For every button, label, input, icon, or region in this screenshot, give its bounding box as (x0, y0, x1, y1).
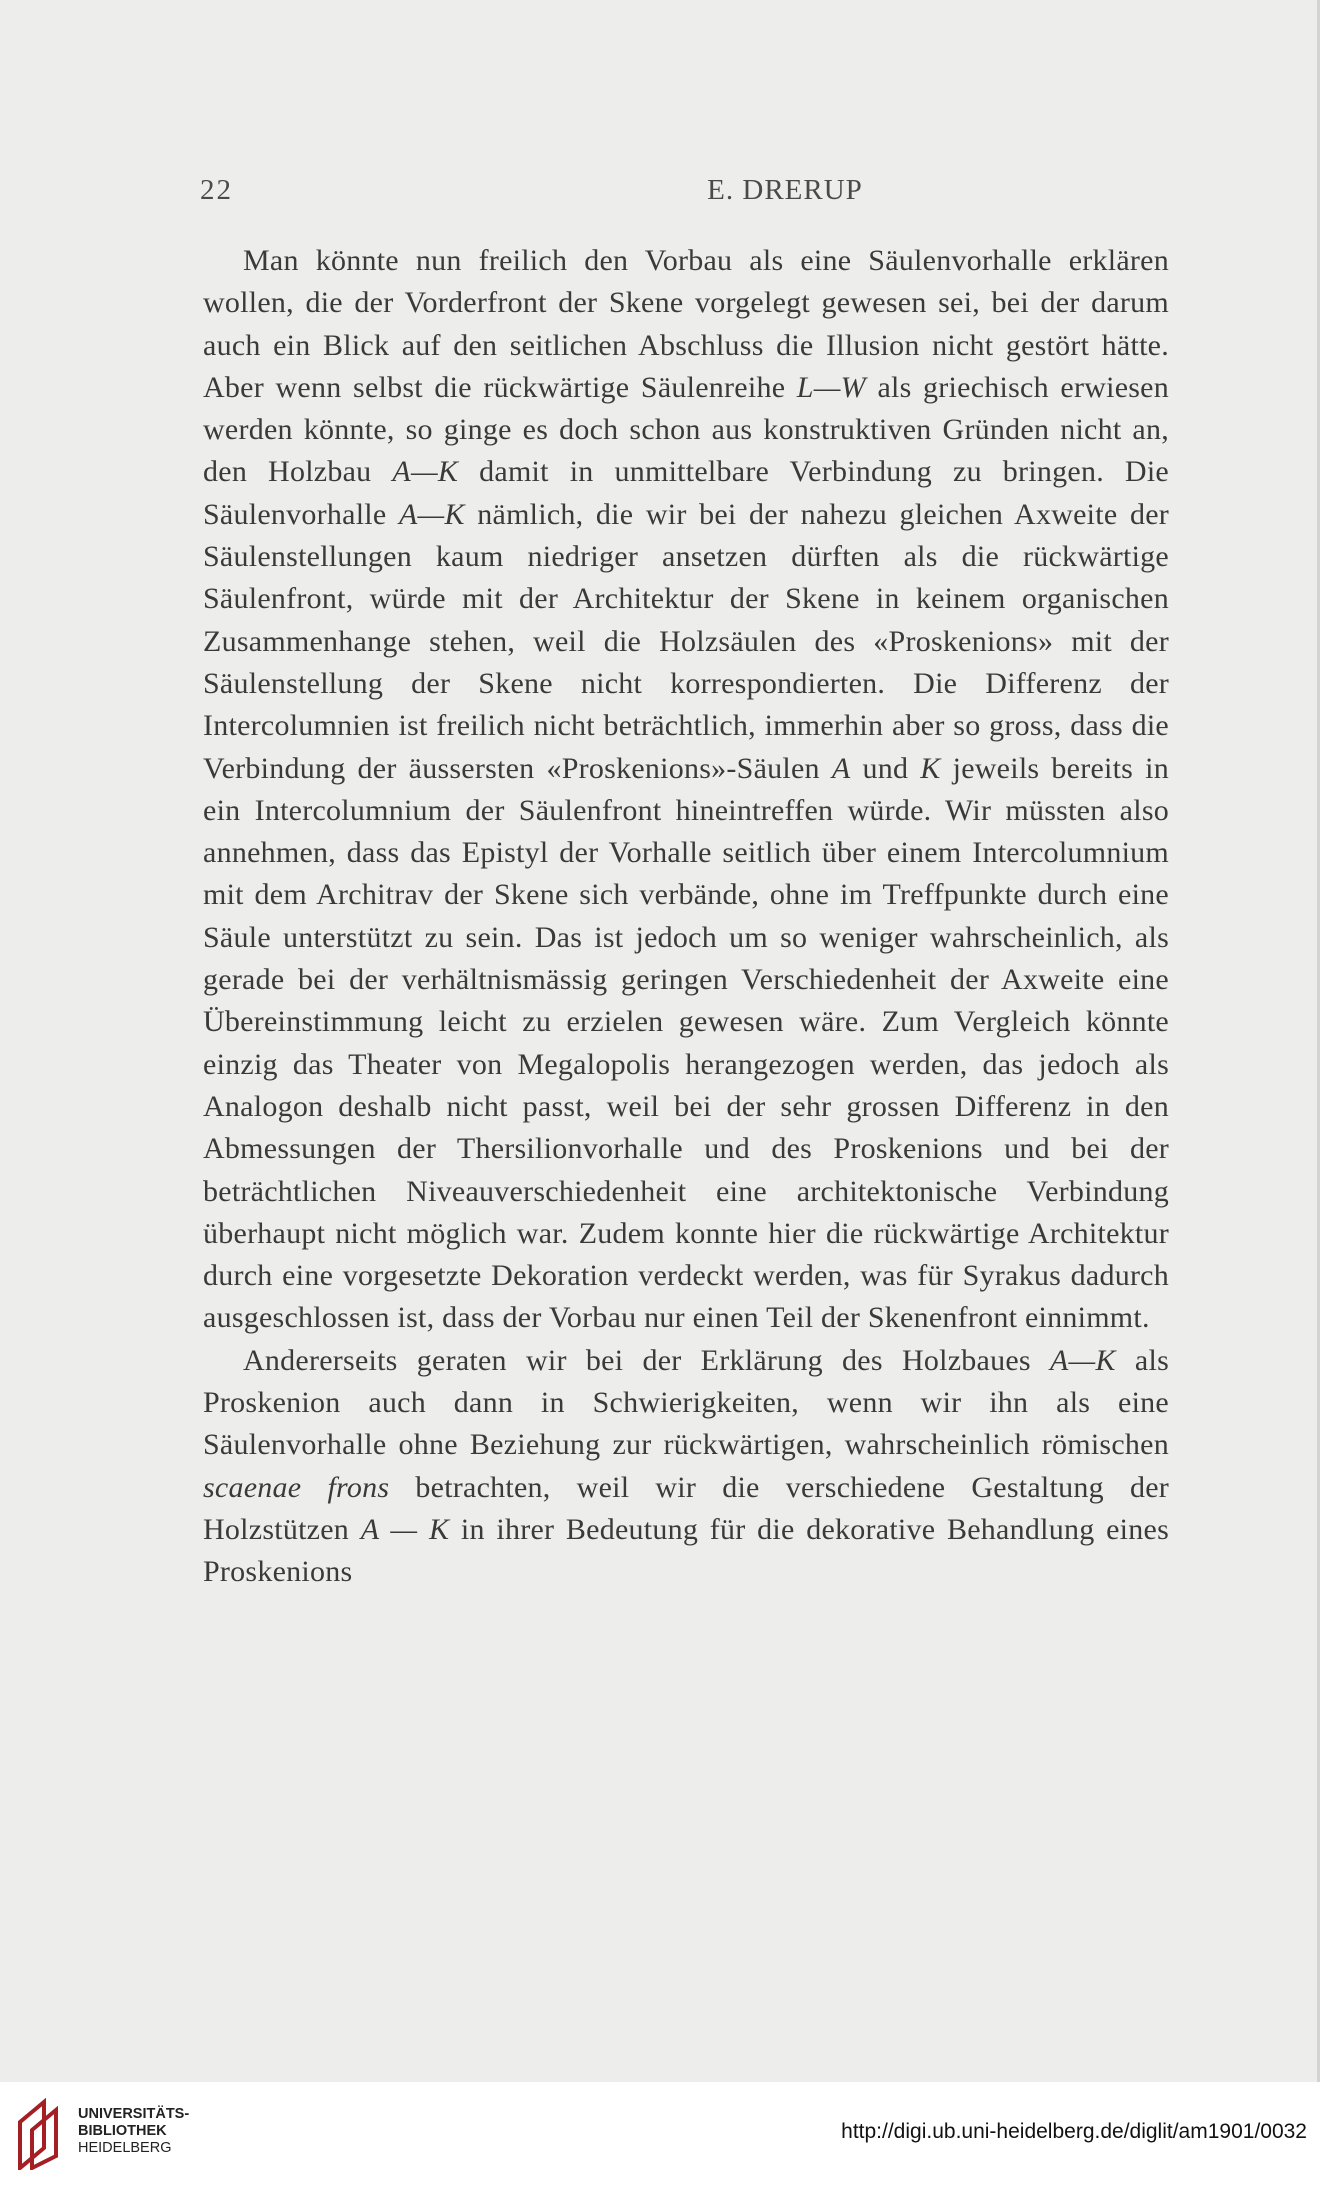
text-run: in ihrer Bedeutung für die dekorative Behandlung eines Proskenions (203, 1512, 1170, 1589)
text-run: nämlich, die wir bei der nahezu gleichen Axweite der Säulenstellungen kaum niedriger ansetzen dürften als die rückwärtige Säulenfront, würde mit der Architektur der Skene in keinem organischen Zusammenhange stehen, weil die Holzsäulen des «Proskenions» mit der Säulenstellung der Skene nicht korrespondierten. Die Differenz der Intercolumnien ist freilich nicht beträchtlich, immerhin aber so gross, dass die Verbindung der äussersten «Proskenions»-Säulen (203, 497, 1169, 785)
body-text (203, 240, 1169, 1594)
library-line-3: HEIDELBERG (78, 2140, 172, 2156)
page-number: 22 (200, 174, 233, 206)
italic-text: K (920, 751, 941, 785)
text-run: und (850, 751, 921, 785)
text-run: Andererseits geraten wir bei der Erklärung des Holzbaues (243, 1343, 1050, 1377)
italic-text: A—K (392, 455, 459, 489)
paragraph (203, 240, 1169, 1340)
paragraph (203, 1340, 1169, 1594)
text-run: als Proskenion auch dann in Schwierigkeiten, wenn wir ihn als eine Säulenvorhalle ohne Beziehung zur rückwärtigen, wahrscheinlich römischen (203, 1343, 1169, 1462)
text-run: als griechisch erwiesen werden könnte, so ginge es doch schon aus konstruktiven Gründen nicht an, den Holzbau (203, 370, 1169, 489)
source-url-link[interactable]: http://digi.ub.uni-heidelberg.de/diglit/am1901/0032 (841, 2120, 1307, 2143)
italic-text: scaenae frons (203, 1470, 390, 1504)
text-run: jeweils bereits in ein Intercolumnium der Säulenfront hineintreffen würde. Wir müssten also annehmen, dass das Epistyl der Vorhalle seitlich über einem Intercolumnium mit dem Architrav der Skene sich verbände, ohne im Treffpunkte durch eine Säule unterstützt zu sein. Das ist jedoch um so weniger wahrscheinlich, als gerade bei der verhältnismässig geringen Verschiedenheit der Axweite eine Übereinstimmung leicht zu erzielen gewesen wäre. Zum Vergleich könnte einzig das Theater von Megalopolis herangezogen werden, das jedoch als Analogon deshalb nicht passt, weil bei der sehr grossen Differenz in den Abmessungen der Thersilionvorhalle und des Proskenions und bei der beträchtlichen Niveauverschiedenheit eine architektonische Verbindung überhaupt nicht möglich war. Zudem konnte hier die rückwärtige Architektur durch eine vorgesetzte Dekoration verdeckt werden, was für Syrakus dadurch ausgeschlossen ist, dass der Vorbau nur einen Teil der Skenenfront einnimmt. (203, 751, 1169, 1335)
library-name[interactable] (78, 2106, 189, 2157)
library-line-2: BIBLIOTHEK (78, 2123, 167, 2139)
italic-text: A—K (1049, 1343, 1116, 1377)
italic-text: A (831, 751, 851, 785)
running-head-author: E. DRERUP (707, 174, 863, 206)
italic-text: A—K (398, 497, 465, 531)
italic-text: A — K (360, 1512, 450, 1546)
italic-text: L—W (796, 370, 866, 404)
ub-heidelberg-logo-icon[interactable] (14, 2098, 64, 2170)
library-line-1: UNIVERSITÄTS- (78, 2106, 190, 2122)
running-header (200, 174, 1170, 214)
text-run: Man könnte nun freilich den Vorbau als eine Säulenvorhalle erklären wollen, die der Vorderfront der Skene vorgelegt gewesen sei, bei der darum auch ein Blick auf den seitlichen Abschluss die Illusion nicht gestört hätte. Aber wenn selbst die rückwärtige Säulenreihe (203, 244, 1169, 404)
text-run: damit in unmittelbare Verbindung zu bringen. Die Säulenvorhalle (203, 455, 1169, 531)
text-run: betrachten, weil wir die verschiedene Gestaltung der Holzstützen (203, 1470, 1169, 1546)
